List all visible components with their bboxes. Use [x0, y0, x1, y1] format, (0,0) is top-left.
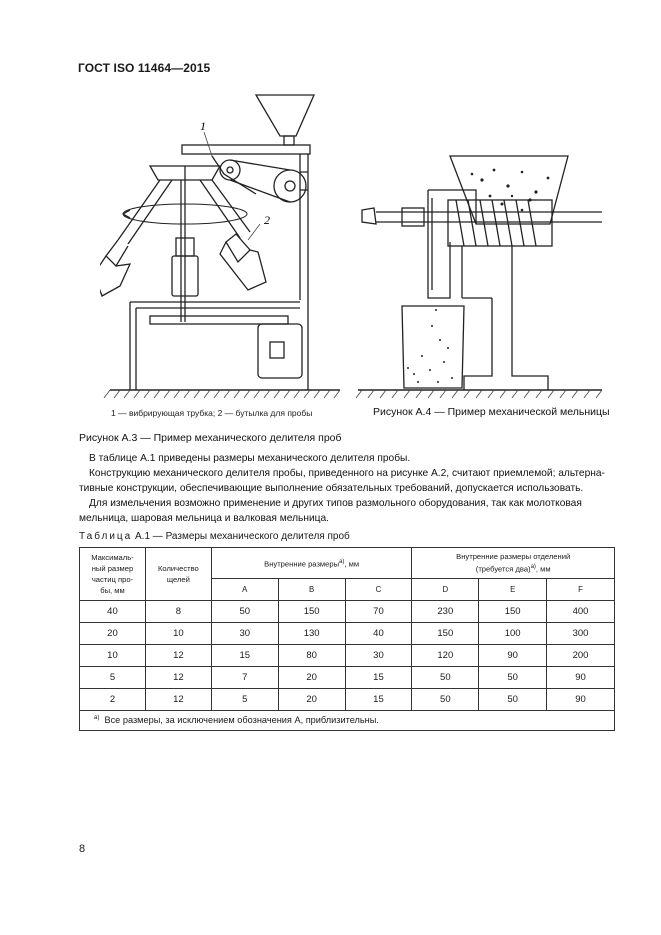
table-row: 10 12 15 80 30 120 90 200 — [80, 645, 615, 667]
table-row: 40 8 50 150 70 230 150 400 — [80, 601, 615, 623]
header-col-e: E — [479, 579, 547, 601]
table-title-word: Таблица — [79, 531, 133, 542]
table-footnote: $^{a)}$ Все размеры, за исключением обозначения А, приблизительны. — [80, 711, 615, 731]
figure-label-1: 1 — [200, 119, 206, 133]
table-a1 — [79, 547, 615, 731]
paragraph-3-line-1: Для измельчения возможно применение и других типов размольного оборудования, так как молотковая — [89, 498, 582, 509]
figure-a4-mill — [352, 150, 612, 400]
page-number: 8 — [79, 843, 86, 855]
document-header: ГОСТ ISO 11464—2015 — [78, 61, 211, 75]
header-col-f: F — [547, 579, 615, 601]
table-row: 5 12 7 20 15 50 50 90 — [80, 667, 615, 689]
header-col-c: C — [345, 579, 412, 601]
header-max-particle-size: Максималь- ный размер частиц про- бы, мм — [80, 548, 146, 601]
header-col-b: B — [278, 579, 345, 601]
paragraph-2-line-2: тивные конструкции, обеспечивающие выполнение обязательных требований, допускается использовать. — [79, 483, 584, 494]
paragraph-2-line-1: Конструкцию механического делителя пробы, приведенного на рисунке А.2, считают приемлемой; альтерна- — [89, 468, 605, 479]
table-row: 2 12 5 20 15 50 50 90 — [80, 689, 615, 711]
figure-a4-caption: Рисунок А.4 — Пример механической мельницы — [373, 406, 610, 418]
header-inner-dimensions: Внутренние размеры$^{a)}$, мм — [211, 548, 412, 579]
body-text — [79, 451, 619, 526]
paragraph-3-line-2: мельница, шаровая мельница и валковая мельница. — [79, 513, 329, 524]
figure-a3-caption: Рисунок А.3 — Пример механического делителя проб — [79, 432, 342, 444]
figure-a3-legend: 1 — вибрирующая трубка; 2 — бутылка для пробы — [111, 408, 313, 418]
paragraph-1: В таблице А.1 приведены размеры механического делителя пробы. — [89, 453, 411, 464]
table-title-text: А.1 — Размеры механического делителя проб — [135, 531, 350, 542]
table-title — [79, 531, 350, 542]
header-slot-count: Количество щелей — [145, 548, 211, 601]
table-row: 20 10 30 130 40 150 100 300 — [80, 623, 615, 645]
header-col-a: A — [211, 579, 278, 601]
figure-label-2: 2 — [264, 213, 270, 227]
header-compartment-dimensions: Внутренние размеры отделений (требуется два)$^{a)}$, мм — [412, 548, 615, 579]
figure-a3-sample-divider — [100, 90, 350, 400]
header-col-d: D — [412, 579, 479, 601]
